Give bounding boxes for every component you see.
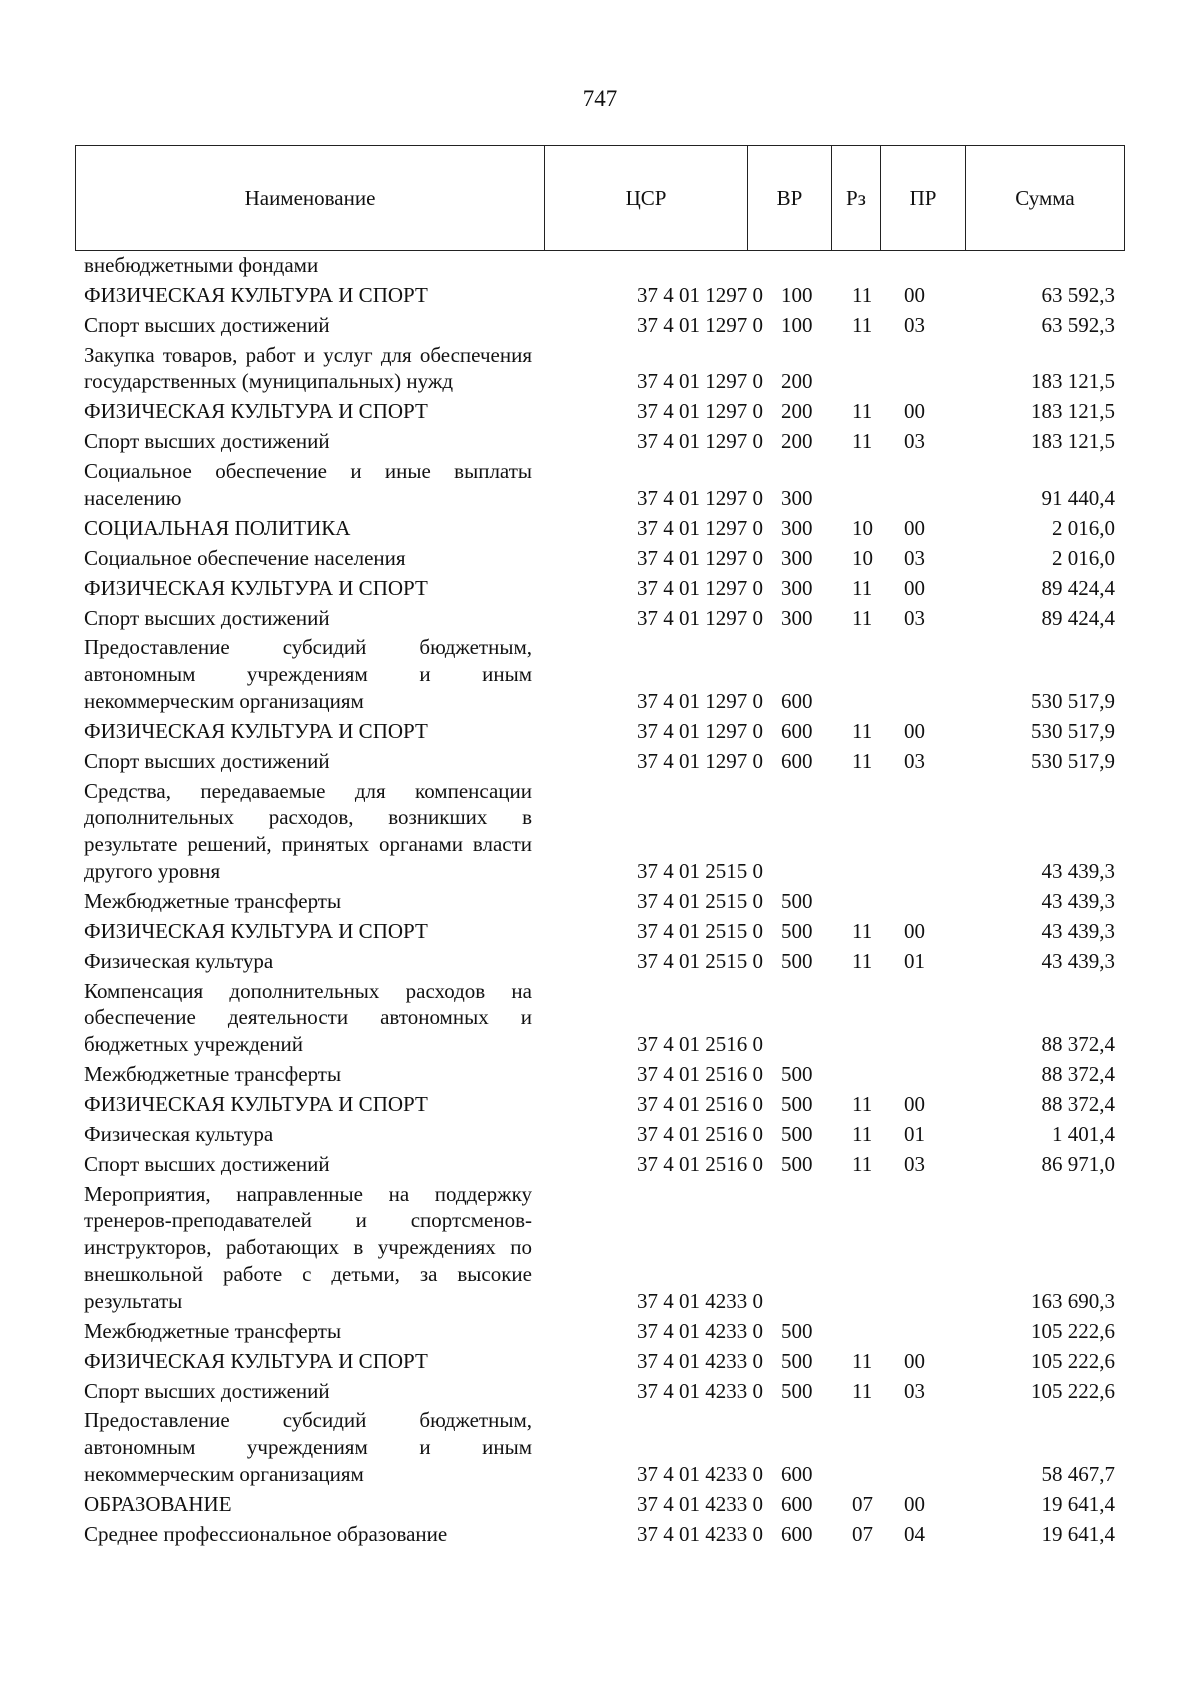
row-name: Спорт высших достижений (84, 1378, 330, 1403)
header-name: Наименование (76, 146, 545, 250)
page-number: 747 (582, 86, 618, 111)
row-rz: 11 (852, 1151, 873, 1176)
row-sum: 88 372,4 (1041, 1032, 1115, 1057)
row-name: Спорт высших достижений (84, 429, 330, 454)
row-csr: 37 4 01 2515 0 (637, 888, 763, 913)
row-vr: 500 (781, 1062, 813, 1087)
row-sum: 86 971,0 (1041, 1151, 1115, 1176)
row-vr: 200 (781, 399, 813, 424)
row-vr: 100 (781, 282, 813, 307)
row-pr: 00 (904, 918, 925, 943)
row-pr: 01 (904, 1121, 925, 1146)
row-pr: 00 (904, 515, 925, 540)
row-rz: 10 (852, 515, 873, 540)
row-rz: 11 (852, 429, 873, 454)
row-sum: 88 372,4 (1041, 1091, 1115, 1116)
table-row (75, 312, 1125, 339)
table-row (75, 252, 1125, 279)
row-vr: 200 (781, 369, 813, 394)
row-pr: 00 (904, 575, 925, 600)
row-vr: 200 (781, 429, 813, 454)
table-row (75, 918, 1125, 945)
row-name: Предоставление субсидий бюджетным, автономным учреждениям и иным некоммерческим организациям (84, 635, 532, 713)
row-sum: 63 592,3 (1041, 312, 1115, 337)
row-name: Спорт высших достижений (84, 748, 330, 773)
header-vr: ВР (748, 146, 832, 250)
row-vr: 500 (781, 1348, 813, 1373)
row-vr: 500 (781, 1091, 813, 1116)
row-name: Физическая культура (84, 948, 274, 973)
row-csr: 37 4 01 1297 0 (637, 575, 763, 600)
row-csr: 37 4 01 2516 0 (637, 1062, 763, 1087)
table-row (75, 1378, 1125, 1405)
table-row (75, 605, 1125, 632)
row-csr: 37 4 01 2515 0 (637, 948, 763, 973)
row-name: ФИЗИЧЕСКАЯ КУЛЬТУРА И СПОРТ (84, 718, 428, 743)
row-sum: 19 641,4 (1041, 1491, 1115, 1516)
row-csr: 37 4 01 2516 0 (637, 1091, 763, 1116)
row-rz: 11 (852, 718, 873, 743)
table-row (75, 888, 1125, 915)
row-vr: 600 (781, 718, 813, 743)
row-sum: 2 016,0 (1052, 515, 1115, 540)
row-csr: 37 4 01 1297 0 (637, 399, 763, 424)
table-header (75, 145, 1125, 251)
table-row (75, 282, 1125, 309)
row-csr: 37 4 01 4233 0 (637, 1348, 763, 1373)
row-pr: 04 (904, 1521, 925, 1546)
row-rz: 11 (852, 748, 873, 773)
row-pr: 03 (904, 312, 925, 337)
table-row (75, 718, 1125, 745)
row-name: ФИЗИЧЕСКАЯ КУЛЬТУРА И СПОРТ (84, 1091, 428, 1116)
row-sum: 530 517,9 (1031, 718, 1115, 743)
row-csr: 37 4 01 2516 0 (637, 1151, 763, 1176)
table-row (75, 428, 1125, 455)
row-vr: 300 (781, 485, 813, 510)
row-sum: 2 016,0 (1052, 545, 1115, 570)
row-rz: 07 (852, 1491, 873, 1516)
row-name: внебюджетными фондами (84, 253, 319, 277)
row-sum: 63 592,3 (1041, 282, 1115, 307)
row-name: Среднее профессиональное образование (84, 1521, 448, 1546)
row-csr: 37 4 01 4233 0 (637, 1318, 763, 1343)
table-row (75, 575, 1125, 602)
row-rz: 11 (852, 1378, 873, 1403)
table-row (75, 1181, 1125, 1315)
row-csr: 37 4 01 1297 0 (637, 282, 763, 307)
row-csr: 37 4 01 4233 0 (637, 1521, 763, 1546)
row-rz: 11 (852, 575, 873, 600)
row-vr: 300 (781, 575, 813, 600)
row-csr: 37 4 01 1297 0 (637, 429, 763, 454)
table-row (75, 545, 1125, 572)
row-pr: 03 (904, 429, 925, 454)
row-csr: 37 4 01 1297 0 (637, 369, 763, 394)
row-pr: 03 (904, 1151, 925, 1176)
row-name: Мероприятия, направленные на поддержку тренеров-преподавателей и спортсменов-инструкторов, работающих в учреждениях по внешкольной работе с детьми, за высокие результаты (84, 1181, 532, 1313)
table-row (75, 1348, 1125, 1375)
row-csr: 37 4 01 1297 0 (637, 545, 763, 570)
row-rz: 11 (852, 918, 873, 943)
row-sum: 89 424,4 (1041, 575, 1115, 600)
row-name: ОБРАЗОВАНИЕ (84, 1491, 232, 1516)
header-sum: Сумма (1015, 185, 1075, 210)
row-pr: 03 (904, 545, 925, 570)
table-row (75, 748, 1125, 775)
table-row (75, 342, 1125, 396)
row-name: ФИЗИЧЕСКАЯ КУЛЬТУРА И СПОРТ (84, 918, 428, 943)
row-csr: 37 4 01 1297 0 (637, 485, 763, 510)
row-name: Компенсация дополнительных расходов на обеспечение деятельности автономных и бюджетных учреждений (84, 978, 532, 1057)
row-sum: 105 222,6 (1031, 1378, 1115, 1403)
row-csr: 37 4 01 1297 0 (637, 515, 763, 540)
row-rz: 11 (852, 605, 873, 630)
row-rz: 11 (852, 1091, 873, 1116)
table-row (75, 1061, 1125, 1088)
row-sum: 183 121,5 (1031, 429, 1115, 454)
header-csr: ЦСР (545, 146, 748, 250)
row-sum: 530 517,9 (1031, 688, 1115, 713)
row-sum: 530 517,9 (1031, 748, 1115, 773)
row-vr: 500 (781, 1121, 813, 1146)
row-rz: 11 (852, 282, 873, 307)
row-vr: 500 (781, 1151, 813, 1176)
table-row (75, 1091, 1125, 1118)
table-row (75, 1407, 1125, 1487)
row-csr: 37 4 01 2515 0 (637, 918, 763, 943)
table-row (75, 948, 1125, 975)
row-name: Межбюджетные трансферты (84, 888, 342, 913)
row-name: ФИЗИЧЕСКАЯ КУЛЬТУРА И СПОРТ (84, 282, 428, 307)
row-pr: 01 (904, 948, 925, 973)
row-csr: 37 4 01 2516 0 (637, 1032, 763, 1057)
row-csr: 37 4 01 2515 0 (637, 859, 763, 884)
row-name: Межбюджетные трансферты (84, 1318, 342, 1343)
row-name: Закупка товаров, работ и услуг для обеспечения государственных (муниципальных) нужд (84, 342, 532, 394)
row-rz: 11 (852, 399, 873, 424)
row-rz: 11 (852, 312, 873, 337)
row-sum: 105 222,6 (1031, 1318, 1115, 1343)
row-name: ФИЗИЧЕСКАЯ КУЛЬТУРА И СПОРТ (84, 1348, 428, 1373)
row-vr: 600 (781, 748, 813, 773)
table-row (75, 398, 1125, 425)
table-body (75, 252, 1125, 1551)
row-name: Спорт высших достижений (84, 605, 330, 630)
table-row (75, 1121, 1125, 1148)
row-sum: 1 401,4 (1052, 1121, 1115, 1146)
table-row (75, 1521, 1125, 1548)
row-name: ФИЗИЧЕСКАЯ КУЛЬТУРА И СПОРТ (84, 575, 428, 600)
row-rz: 11 (852, 1121, 873, 1146)
header-pr: ПР (881, 146, 966, 250)
row-vr: 500 (781, 1378, 813, 1403)
row-name: Предоставление субсидий бюджетным, автономным учреждениям и иным некоммерческим организациям (84, 1408, 532, 1486)
row-sum: 43 439,3 (1041, 948, 1115, 973)
row-vr: 500 (781, 918, 813, 943)
table-row (75, 515, 1125, 542)
row-csr: 37 4 01 2516 0 (637, 1121, 763, 1146)
row-sum: 163 690,3 (1031, 1288, 1115, 1313)
row-csr: 37 4 01 4233 0 (637, 1491, 763, 1516)
row-rz: 10 (852, 545, 873, 570)
row-sum: 88 372,4 (1041, 1062, 1115, 1087)
row-pr: 03 (904, 1378, 925, 1403)
row-vr: 500 (781, 888, 813, 913)
table-row (75, 634, 1125, 714)
row-vr: 600 (781, 688, 813, 713)
table-row (75, 778, 1125, 885)
row-rz: 07 (852, 1521, 873, 1546)
header-rz: Рз (832, 146, 881, 250)
row-name: Средства, передаваемые для компенсации дополнительных расходов, возникших в результате решений, принятых органами власти другого уровня (84, 778, 532, 884)
row-name: ФИЗИЧЕСКАЯ КУЛЬТУРА И СПОРТ (84, 399, 428, 424)
row-pr: 00 (904, 1091, 925, 1116)
row-csr: 37 4 01 1297 0 (637, 718, 763, 743)
row-sum: 43 439,3 (1041, 888, 1115, 913)
row-sum: 58 467,7 (1041, 1462, 1115, 1486)
row-vr: 600 (781, 1491, 813, 1516)
table-row (75, 458, 1125, 512)
row-pr: 03 (904, 748, 925, 773)
row-pr: 00 (904, 1348, 925, 1373)
row-name: Социальное обеспечение и иные выплаты населению (84, 459, 532, 510)
row-csr: 37 4 01 4233 0 (637, 1378, 763, 1403)
row-sum: 43 439,3 (1041, 918, 1115, 943)
row-name: Межбюджетные трансферты (84, 1062, 342, 1087)
row-vr: 600 (781, 1462, 813, 1486)
row-vr: 500 (781, 1318, 813, 1343)
row-vr: 300 (781, 605, 813, 630)
row-rz: 11 (852, 948, 873, 973)
row-name: Физическая культура (84, 1121, 274, 1146)
row-pr: 00 (904, 1491, 925, 1516)
row-pr: 00 (904, 399, 925, 424)
row-sum: 183 121,5 (1031, 399, 1115, 424)
table-row (75, 1318, 1125, 1345)
table-row (75, 978, 1125, 1058)
row-csr: 37 4 01 1297 0 (637, 605, 763, 630)
row-vr: 500 (781, 948, 813, 973)
row-sum: 43 439,3 (1041, 859, 1115, 884)
table-row (75, 1151, 1125, 1178)
row-vr: 600 (781, 1521, 813, 1546)
row-name: СОЦИАЛЬНАЯ ПОЛИТИКА (84, 515, 351, 540)
row-sum: 89 424,4 (1041, 605, 1115, 630)
row-name: Спорт высших достижений (84, 312, 330, 337)
row-csr: 37 4 01 1297 0 (637, 748, 763, 773)
table-row (75, 1491, 1125, 1518)
row-sum: 105 222,6 (1031, 1348, 1115, 1373)
row-pr: 00 (904, 282, 925, 307)
row-name: Спорт высших достижений (84, 1151, 330, 1176)
row-vr: 300 (781, 515, 813, 540)
row-name: Социальное обеспечение населения (84, 545, 406, 570)
row-pr: 00 (904, 718, 925, 743)
row-pr: 03 (904, 605, 925, 630)
row-sum: 183 121,5 (1031, 369, 1115, 394)
row-vr: 300 (781, 545, 813, 570)
row-sum: 19 641,4 (1041, 1521, 1115, 1546)
row-csr: 37 4 01 1297 0 (637, 312, 763, 337)
row-vr: 100 (781, 312, 813, 337)
row-csr: 37 4 01 4233 0 (637, 1288, 763, 1313)
row-rz: 11 (852, 1348, 873, 1373)
row-sum: 91 440,4 (1041, 485, 1115, 510)
row-csr: 37 4 01 4233 0 (637, 1462, 763, 1486)
row-csr: 37 4 01 1297 0 (637, 688, 763, 713)
